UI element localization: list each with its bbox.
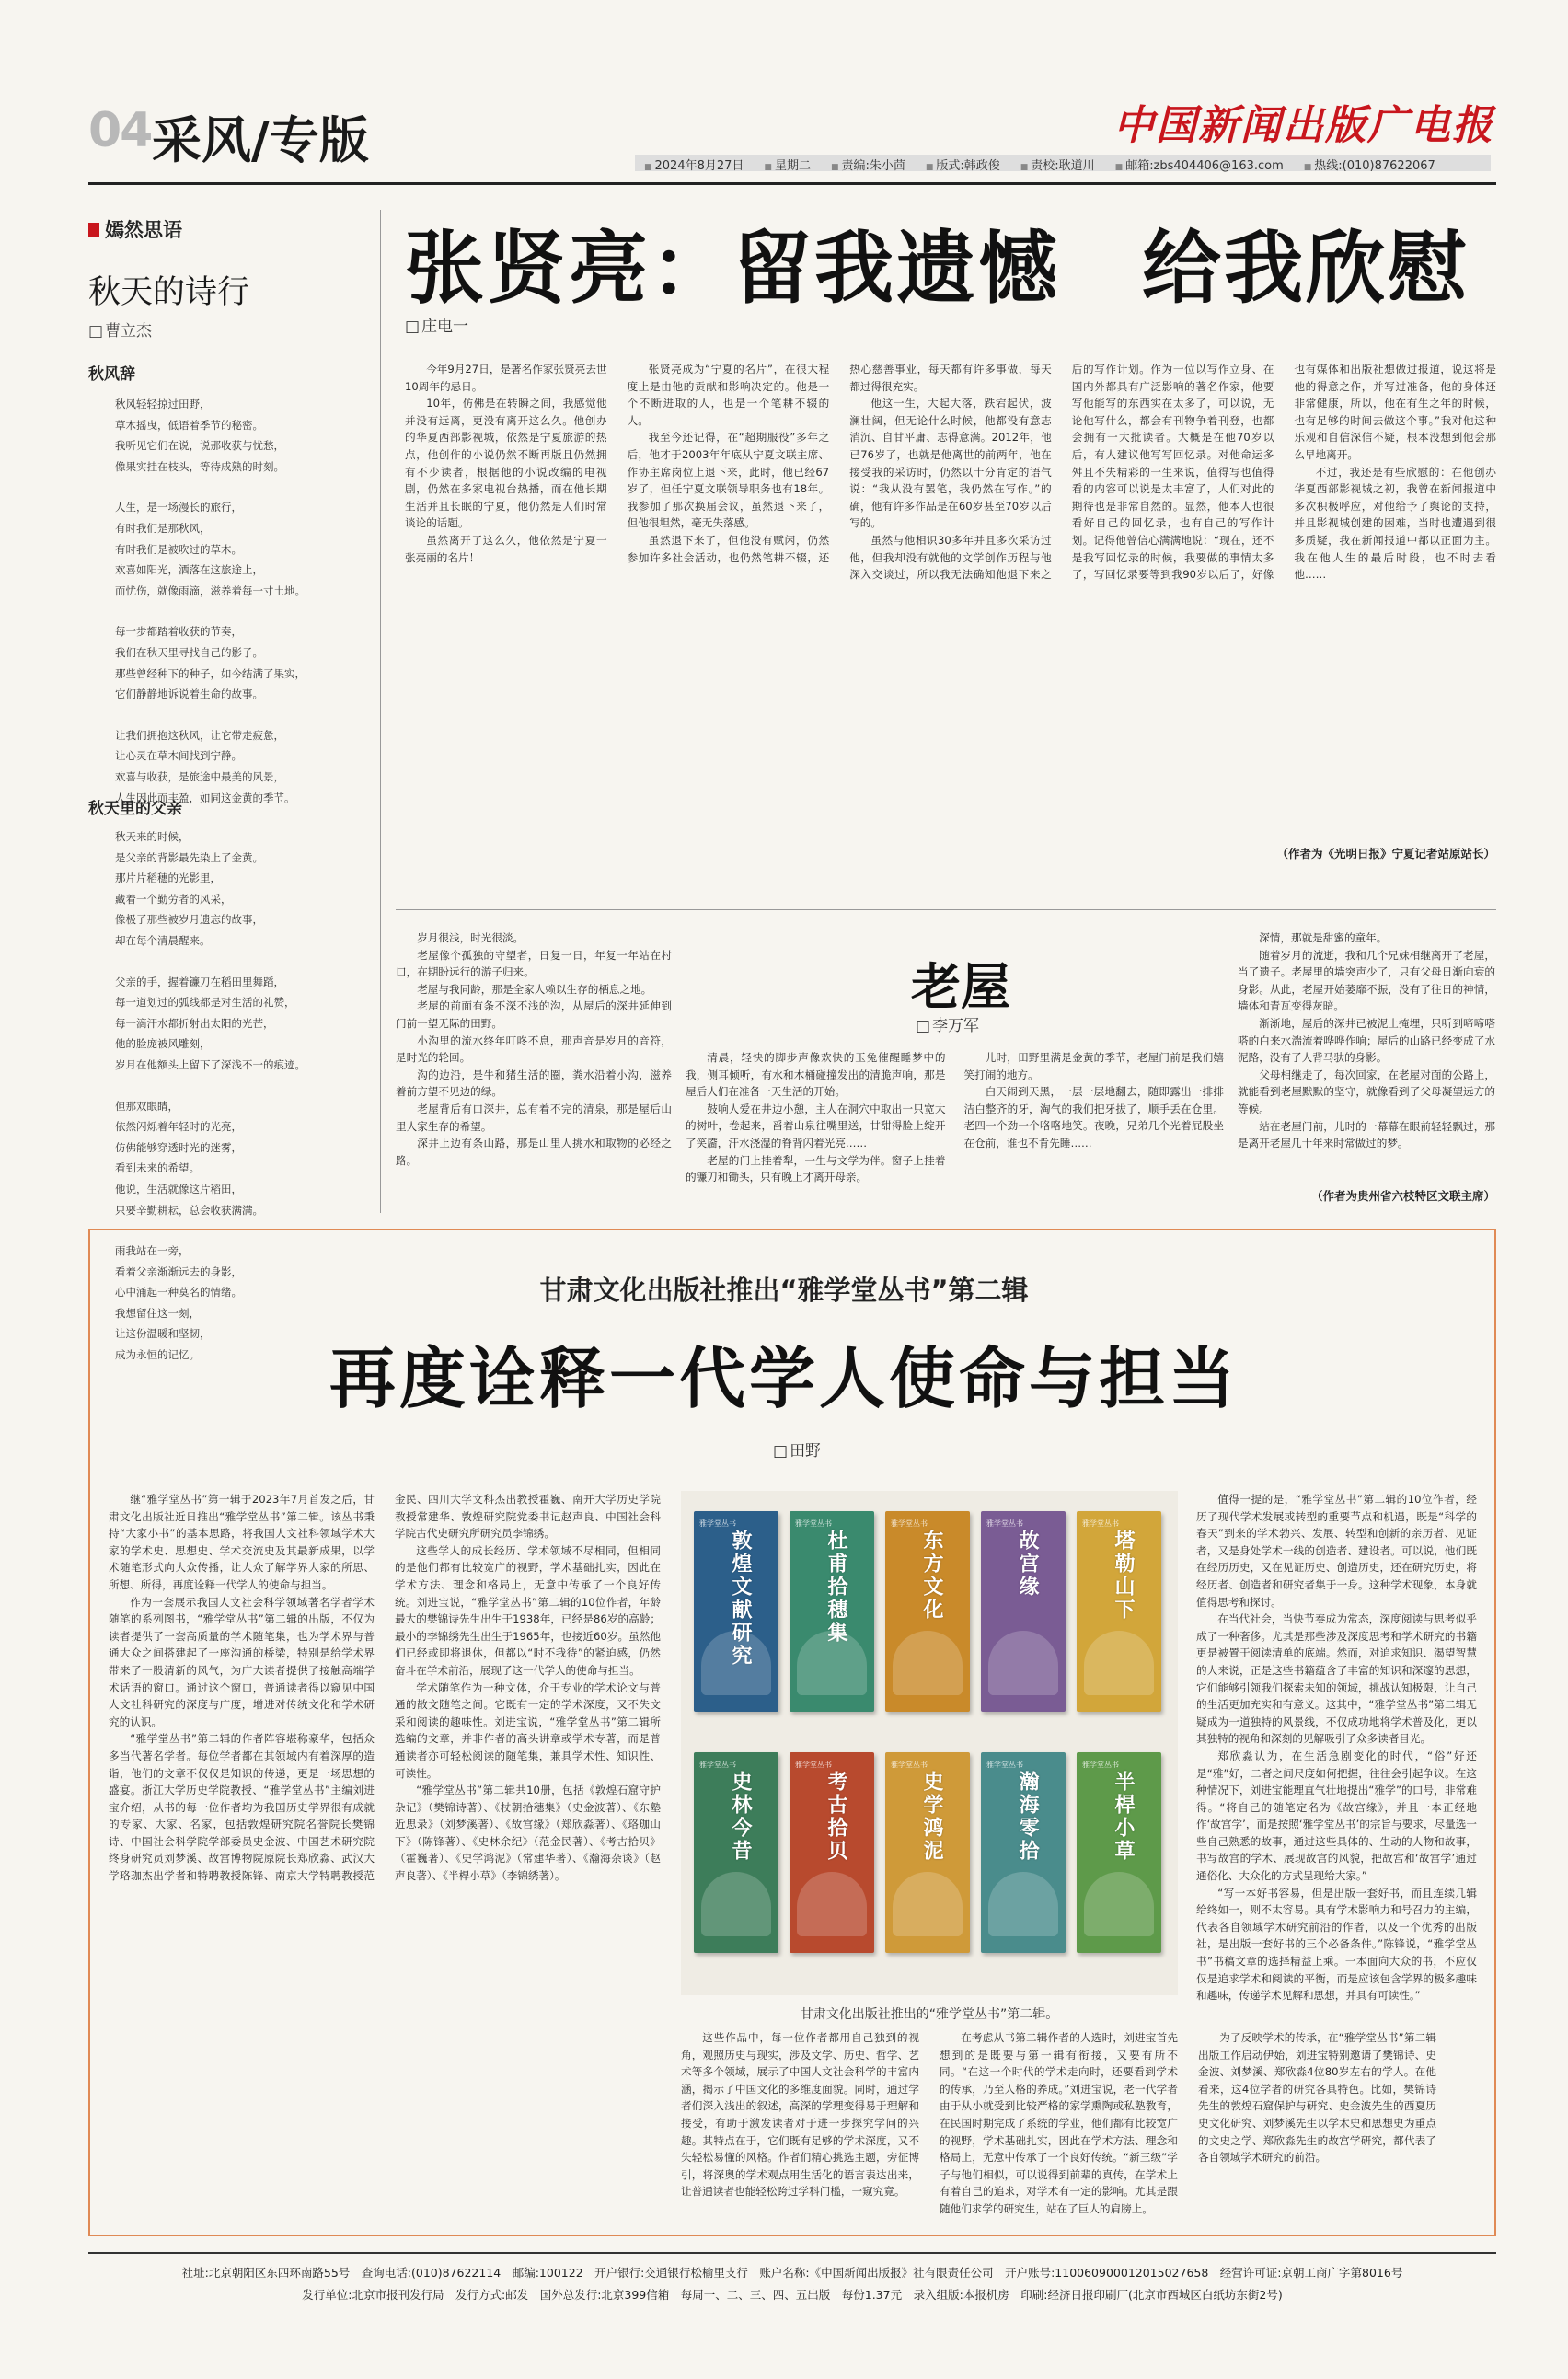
essay-paragraph: 老屋背后有口深井，总有着不完的清泉，那是屋后山里人家生存的希望。 bbox=[396, 1102, 672, 1133]
book-cover bbox=[790, 1511, 874, 1712]
book-title: 故宫缘 bbox=[1016, 1530, 1040, 1599]
article-paragraph: 张贤亮成为“宁夏的名片”，在很大程度上是由他的贡献和影响决定的。他是一个不断进取的人，也是一个笔耕不辍的人。 bbox=[627, 363, 830, 427]
poem2-line: 我想留住这一刻， bbox=[115, 1306, 200, 1320]
poem2-line bbox=[115, 952, 373, 972]
poem1-line: 秋风轻轻掠过田野， bbox=[115, 398, 211, 410]
essay-paragraph: 儿时，田野里满是金黄的季节，老屋门前是我们嬉笑打闹的地方。 bbox=[963, 1051, 1224, 1081]
poem-body-1 bbox=[115, 394, 373, 808]
poem1-line: 每一步都踏着收获的节奏， bbox=[115, 625, 242, 639]
book-series-label: 雅学堂丛书 bbox=[891, 1519, 928, 1528]
book-series-label: 雅学堂丛书 bbox=[795, 1761, 832, 1769]
issue-info bbox=[644, 156, 1435, 173]
feature-paragraph: 在考虑从书第二辑作者的人选时，刘进宝首先想到的是既要与第一辑有衔接，又要有所不同。“在这一个时代的学术走向时，还要看到学术的传承，乃至人格的养成。”刘进宝说，老一代学者由于从小就受到比较严格的家学熏陶或私塾教育，在民国时期完成了系统的学业，他们都有比较宽广的视野，学术基础扎实，因此在学术方法、理念和格局上，无意中传承了一个良好传统。“新三级”学子与他们相似，可以说得到前辈的真传，在学术上有着自己的追求，对学术有一定的影响。尤其是跟随他们求学的研究生，站在了巨人的肩膀上。 bbox=[940, 2031, 1178, 2215]
poem1-line: 欢喜如阳光，洒落在这旅途上， bbox=[115, 563, 263, 577]
cover-illustration bbox=[988, 1631, 1058, 1695]
essay-paragraph: 老屋与我同龄，那是全家人赖以生存的栖息之地。 bbox=[417, 982, 652, 996]
book-cover bbox=[694, 1511, 778, 1712]
footer-line-2: 发行单位:北京市报刊发行局 发行方式:邮发 国外总发行:北京399信箱 每周一、二、三、四、五出版 每份1.37元 录入组版:本报机房 印刷:经济日报印刷厂(北京市西城区白纸坊东街2号) bbox=[302, 2288, 1283, 2302]
feature-paragraph: “雅学堂丛书”第二辑共10册，包括《敦煌石窟守护杂记》（樊锦诗著）、《杖朝拾穗集》（史金波著）、《东塾近思录》（刘梦溪著）、《故宫缘》（郑欣淼著）、《珞珈山下》（陈锋著）、《史林余纪》（范金民著）、《考古拾贝》（霍巍著）、《史学鸿泥》（常建华著）、《瀚海杂谈》（赵声良著）、《半桿小草》（李锦绣著）。 bbox=[395, 1784, 661, 1883]
article-body bbox=[405, 361, 1496, 872]
poem2-line: 秋天来的时候， bbox=[115, 830, 190, 843]
poem1-line: 欢喜与收获，是旅途中最美的风景， bbox=[115, 769, 284, 783]
essay-paragraph: 深井上边有条山路，那是山里人挑水和取物的必经之路。 bbox=[396, 1137, 672, 1167]
essay-paragraph: 沟的边沿，是牛和猪生活的圈，粪水沿着小沟，滋养着前方望不见边的绿。 bbox=[396, 1068, 672, 1099]
cover-illustration bbox=[701, 1631, 771, 1695]
book-series-label: 雅学堂丛书 bbox=[795, 1519, 832, 1528]
poem2-line: 雨我站在一旁， bbox=[115, 1244, 190, 1258]
poem1-line: 草木摇曳，低语着季节的秘密。 bbox=[115, 418, 263, 432]
essay-body-right bbox=[1238, 930, 1495, 1185]
poem2-line: 但那双眼睛， bbox=[115, 1099, 179, 1113]
book-series-label: 雅学堂丛书 bbox=[891, 1761, 928, 1769]
book-series-label: 雅学堂丛书 bbox=[986, 1761, 1023, 1769]
masthead-divider bbox=[88, 182, 1496, 185]
poem2-line: 每一滴汗水都折射出太阳的光芒， bbox=[115, 1016, 274, 1030]
essay-paragraph: 岁月很浅，时光很淡。 bbox=[417, 931, 525, 944]
poem2-line: 依然闪烁着年轻时的光亮， bbox=[115, 1120, 242, 1134]
email: ■ 邮箱:zbs404406@163.com bbox=[1115, 156, 1284, 173]
section-title: 采风/专版 bbox=[152, 111, 369, 169]
book-cover bbox=[885, 1511, 970, 1712]
cover-illustration bbox=[701, 1872, 771, 1936]
book-series-label: 雅学堂丛书 bbox=[986, 1519, 1023, 1528]
poem2-line: 藏着一个勤劳者的风采， bbox=[115, 892, 232, 906]
feature-paragraph: “雅学堂丛书”第二辑的作者阵容堪称豪华，包括众多当代著名学者。每位学者都在其领域内有着深厚的造诣，他们的文章不仅仅是知识的传递，更是一场思想的盛宴。浙江大学历史学院教授、“雅学堂丛书”主编刘进宝介绍，从书的每一位作者均为我国历史学界很有成就的专家、大家、名家，包括敦煌研究院名誉院长樊锦诗、中国社会科学院学部委员史金波、中国艺术研究院终身研究员刘梦溪、故宫博物院原院长郑欣淼、武汉大学珞珈杰出学者和特聘教授陈锋、南京大学特聘教授范金民、四川大学文科杰出教授霍巍、南开大学历史学院教授常建华、敦煌研究院党委书记赵声良、中国社会科学院古代史研究所研究员李锦绣。 bbox=[109, 1493, 661, 1883]
poem2-line: 却在每个清晨醒来。 bbox=[115, 933, 211, 947]
feature-body-left bbox=[109, 1491, 661, 2218]
poem1-line: 让我们拥抱这秋风，让它带走疲惫， bbox=[115, 728, 284, 742]
feature-body-right bbox=[1196, 1491, 1477, 2218]
poem1-line: 那些曾经种下的种子，如今结满了果实， bbox=[115, 666, 306, 680]
book-title: 瀚海零拾 bbox=[1016, 1771, 1040, 1863]
essay-paragraph: 父母相继走了，每次回家，在老屋对面的公路上，就能看到老屋默默的坚守，就像看到了父母凝望远方的等候。 bbox=[1238, 1068, 1495, 1115]
poem1-line: 有时我们是被吹过的草木。 bbox=[115, 542, 242, 556]
book-title: 考古拾贝 bbox=[824, 1771, 848, 1863]
article-paragraph: 今年9月27日，是著名作家张贤亮去世10周年的忌日。 bbox=[405, 363, 607, 393]
essay-author-note: （作者为贵州省六枝特区文联主席） bbox=[1310, 1189, 1495, 1203]
book-series-label: 雅学堂丛书 bbox=[1082, 1761, 1119, 1769]
page-number: 04 bbox=[88, 103, 152, 158]
newspaper-logo: 中国新闻出版广电报 bbox=[1113, 102, 1494, 149]
article-paragraph: 我至今还记得，在“超期服役”多年之后，他才于2003年年底从宁夏文联主席、作协主席岗位上退下来，此时，他已经67岁了，但任宁夏文联领导职务也有18年。我参加了那次换届会议，虽然退下来了，但他很坦然，毫无失落感。 bbox=[627, 431, 830, 530]
book-series-label: 雅学堂丛书 bbox=[699, 1761, 736, 1769]
book-title: 史学鸿泥 bbox=[920, 1771, 944, 1863]
article-headline: 张贤亮：留我遗憾 给我欣慰 bbox=[405, 222, 1470, 315]
issue-date: ■ 2024年8月27日 bbox=[644, 156, 744, 173]
feature-paragraph: 作为一套展示我国人文社会科学领域著名学者学术随笔的系列图书，“雅学堂丛书”第二辑的出版，不仅为读者提供了一套高质量的学术随笔集，也为学术界与普通大众之间搭建起了一座沟通的桥梁，特别是给学术界带来了一股清新的风气，为广大读者提供了接触高端学术话语的窗口。通过这个窗口，普通读者得以窥见中国人文社科研究的深度与广度，增进对传统文化和学术研究的认识。 bbox=[109, 1595, 375, 1728]
footer-divider bbox=[88, 2252, 1496, 2254]
feature-byline: □ 田野 bbox=[773, 1438, 821, 1461]
poem1-line: 它们静静地诉说着生命的故事。 bbox=[115, 687, 263, 701]
poem2-line: 成为永恒的记忆。 bbox=[115, 1348, 200, 1362]
cover-illustration bbox=[988, 1872, 1058, 1936]
issue-weekday: ■ 星期二 bbox=[764, 156, 811, 173]
essay-paragraph: 白天闹到天黑，一层一层地翻去，随即露出一排排洁白整齐的牙，淘气的我们把牙拔了，顺手丢在仓里。老四一个劲一个咯咯地笑。夜晚，兄弟几个光着屁股坐在仓前，谁也不肯先睡…… bbox=[963, 1085, 1224, 1149]
book-cover bbox=[885, 1752, 970, 1953]
poem2-line: 看到未来的希望。 bbox=[115, 1161, 200, 1175]
poem1-line: 像果实挂在枝头，等待成熟的时刻。 bbox=[115, 459, 284, 473]
book-title: 史林今昔 bbox=[729, 1771, 753, 1863]
book-series-label: 雅学堂丛书 bbox=[699, 1519, 736, 1528]
essay-byline: □ 李万军 bbox=[916, 1012, 979, 1035]
book-title: 半桿小草 bbox=[1112, 1771, 1136, 1863]
poem2-line: 让这份温暖和坚韧， bbox=[115, 1327, 211, 1341]
poem2-line: 每一道划过的弧线都是对生活的礼赞， bbox=[115, 996, 295, 1010]
poem-title-2: 秋天里的父亲 bbox=[88, 800, 182, 818]
book-cover bbox=[1077, 1511, 1161, 1712]
book-title: 塔勒山下 bbox=[1112, 1530, 1136, 1622]
poem2-line: 父亲的手，握着镰刀在稻田里舞蹈， bbox=[115, 975, 284, 988]
article-paragraph: 虽然离开了这么久，他依然是宁夏一张亮丽的名片！ bbox=[405, 533, 607, 564]
feature-paragraph: 这些作品中，每一位作者都用自己独到的视角，观照历史与现实，涉及文学、历史、哲学、艺术等多个领域，展示了中国人文社会科学的丰富内涵，揭示了中国文化的多维度面貌。同时，通过学者们深入浅出的叙述，高深的学理变得易于理解和接受，有助于激发读者对于进一步探究学问的兴趣。其特点在于，它们既有足够的学术深度，又不失轻松易懂的风格。作者们精心挑选主题，旁征博引，将深奥的学术观点用生活化的语言表达出来，让普通读者也能轻松跨过学科门槛，一窥究竟。 bbox=[681, 2031, 919, 2199]
cover-illustration bbox=[1084, 1872, 1154, 1936]
cover-illustration bbox=[893, 1631, 963, 1695]
feature-paragraph: 值得一提的是，“雅学堂丛书”第二辑的10位作者，经历了现代学术发展或转型的重要节点和机遇，既是“科学的春天”到来的学术勃兴、发展、转型和创新的亲历者、见证者，又是身处学术一线的创造者、建设者。可以说，他们既在经历历史，又在见证历史、创造历史，还在研究历史，将经历者、创造者和研究者集于一身。这种学术现象，本身就值得思考和探讨。 bbox=[1196, 1493, 1477, 1609]
feature-paragraph: 学术随笔作为一种文体，介于专业的学术论文与普通的散文随笔之间。它既有一定的学术深度，又不失文采和阅读的趣味性。刘进宝说，“雅学堂丛书”第二辑所选编的文章，并非作者的高头讲章或学术专著，而是普通读者亦可轻松阅读的随笔集，兼具学术性、知识性、可读性。 bbox=[395, 1680, 661, 1780]
book-series-label: 雅学堂丛书 bbox=[1082, 1519, 1119, 1528]
article-author-note: （作者为《光明日报》宁夏记者站原站长） bbox=[1276, 847, 1495, 860]
poem2-line: 心中涌起一种莫名的情绪。 bbox=[115, 1286, 242, 1299]
essay-paragraph: 老屋的前面有条不深不浅的沟，从屋后的深井延伸到门前一望无际的田野。 bbox=[396, 999, 672, 1030]
column-tag: 嫣然思语 bbox=[88, 215, 182, 243]
poem2-line: 那片片稻穗的光影里， bbox=[115, 872, 221, 885]
article-paragraph: 10年，仿佛是在转瞬之间，我感觉他并没有远离，更没有离开这么久。他创办的华夏西部影视城，依然是宁夏旅游的热点，他创作的小说仍然不断再版且仍然拥有不少读者，根据他的小说改编的电视剧，仍然在多家电视台热播，而在他长期生活并且长眠的宁夏，他仍然是人们时常谈论的话题。 bbox=[405, 397, 607, 530]
poem1-line: 让心灵在草木间找到宁静。 bbox=[115, 749, 242, 763]
poem1-line: 有时我们是那秋风， bbox=[115, 521, 211, 535]
poem2-line bbox=[115, 1076, 373, 1096]
hotline: ■ 热线:(010)87622067 bbox=[1304, 156, 1435, 173]
poem2-line: 是父亲的背影最先染上了金黄。 bbox=[115, 850, 263, 864]
cover-illustration bbox=[893, 1872, 963, 1936]
essay-paragraph: 站在老屋门前，儿时的一幕幕在眼前轻轻飘过，那是离开老屋几十年来时常做过的梦。 bbox=[1238, 1119, 1495, 1150]
column-title: 秋天的诗行 bbox=[88, 274, 250, 311]
poem1-line bbox=[115, 477, 373, 497]
feature-paragraph: “写一本好书容易，但是出版一套好书，而且连续几辑给终如一，则不太容易。具有学术影响力和号召力的主编，代表各自领域学术研究前沿的作者，以及一个优秀的出版社，是出版一套好书的三个必备条件。”陈锋说，“雅学堂丛书”书稿文章的选择精益上乘。一本面向大众的书，不应仅仅是追求学术和阅读的平衡，而是应该包含学界的极多趣味和趣味，传递学术见解和思想，并具有可读性。” bbox=[1196, 1886, 1477, 2003]
poem1-line bbox=[115, 705, 373, 725]
poem2-line: 他说，生活就像这片稻田， bbox=[115, 1182, 242, 1195]
poem2-line: 仿佛能够穿透时光的迷雾， bbox=[115, 1140, 242, 1154]
essay-paragraph: 渐渐地，屋后的深井已被泥土掩埋，只听到啼啼嗒嗒的白来水湍流着哗哗作响；屋后的山路已经变成了水泥路，没有了人背马驮的身影。 bbox=[1238, 1016, 1495, 1065]
layout-editor: ■ 版式:韩政俊 bbox=[926, 156, 1000, 173]
poem2-line: 他的脸庞被风雕刻， bbox=[115, 1037, 211, 1051]
feature-paragraph: 为了反映学术的传承，在“雅学堂丛书”第二辑出版工作启动伊始，刘进宝特别邀请了樊锦诗、史金波、刘梦溪、郑欣淼4位80岁左右的学人。在他看来，这4位学者的研究各具特色。比如，樊锦诗先生的敦煌石窟保护与研究、史金波先生的西夏历史文化研究、刘梦溪先生以学术史和思想史为重点的文史之学、郑欣淼先生的故宫学研究，都代表了各自领域学术研究的前沿。 bbox=[1198, 2031, 1436, 2165]
essay-body-left bbox=[396, 930, 672, 1206]
photo-caption: 甘肃文化出版社推出的“雅学堂丛书”第二辑。 bbox=[800, 2007, 1059, 2022]
feature-paragraph: 这些学人的成长经历、学术领域不尽相同，但相同的是他们都有比较宽广的视野，学术基础扎实，因此在学术方法、理念和格局上，无意中传承了一个良好传统。刘进宝说，“雅学堂丛书”第二辑的10位作者，年龄最大的樊锦诗先生出生于1938年，已经是86岁的高龄；最小的李锦绣先生出生于1965年，也接近60岁。虽然他们已经或即将退休，但都以“时不我待”的紧迫感，仍然奋斗在学术前沿，展现了这一代学人的使命与担当。 bbox=[395, 1543, 661, 1677]
footer-line-1: 社址:北京朝阳区东四环南路55号 查询电话:(010)87622114 邮编:100122 开户银行:交通银行松榆里支行 账户名称:《中国新闻出版报》社有限责任公司 开户账号:110060900012015027658 经营许可证:京朝工商广字第8016号 bbox=[181, 2266, 1403, 2280]
cover-illustration bbox=[1084, 1631, 1154, 1695]
cover-illustration bbox=[797, 1872, 867, 1936]
book-series-photo bbox=[681, 1491, 1178, 1995]
feature-paragraph: 郑欣淼认为，在生活急剧变化的时代，“俗”好还是“雅”好，二者之间尺度如何把握，往往会引起争议。在这种情况下，刘进宝能理直气壮地提出“雅学”的口号，非常难得。“将自己的随笔定名为《故宫缘》，并且一本正经地作‘故宫学’，而是按照‘雅学堂丛书’的宗旨与要求，尽量选一些自己熟悉的故事，通过这些具体的、生动的人物和故事，书写故宫的学术、展现故宫的风貌，把故宫和‘故宫学’通过通俗化、大众化的方式呈现给大家。” bbox=[1196, 1749, 1477, 1883]
essay-paragraph: 鼓响人爱在井边小憩，主人在洞穴中取出一只宽大的树叶，卷起来，舀着山泉往嘴里送，甘甜得脸上绽开了笑靥，汗水浇湿的脊背闪着光亮…… bbox=[686, 1102, 946, 1149]
book-cover bbox=[1077, 1752, 1161, 1953]
poem2-line: 只要辛勤耕耘，总会收获满满。 bbox=[115, 1203, 263, 1217]
essay-paragraph: 小沟里的流水终年叮咚不息，那声音是岁月的音符，是时光的轮回。 bbox=[396, 1034, 672, 1065]
feature-body-middle bbox=[681, 2029, 1436, 2218]
cover-illustration bbox=[797, 1631, 867, 1695]
essay-title: 老屋 bbox=[911, 957, 1010, 1016]
poem2-line: 像极了那些被岁月遗忘的故事， bbox=[115, 913, 263, 927]
feature-paragraph: 在当代社会，当快节奏成为常态，深度阅读与思考似乎成了一种奢侈。尤其是那些涉及深度思考和学术研究的书籍更是被置于阅读清单的底端。然而，对追求知识、渴望智慧的人来说，正是这些书籍蕴含了丰富的知识和深邃的思想，它们能够引领我们探索未知的领域，挑战认知极限，让自己的生活更加充实和有意义。这其中，“雅学堂丛书”第二辑无疑成为一道独特的风景线，不仅成功地将学术普及化，更以其独特的视角和深刻的见解吸引了众多读者目光。 bbox=[1196, 1612, 1477, 1746]
book-cover bbox=[694, 1752, 778, 1953]
article-paragraph: 他这一生，大起大落，跌宕起伏，波澜壮阔，但无论什么时候，他都没有意志消沉、自甘平庸、志得意满。2012年，他已76岁了，也就是他离世的前两年，他在接受我的采访时，仍然以十分肯定的语气说：“我从没有罢笔，我仍然在写作。”的确，他有许多作品是在60岁甚至70岁以后写的。 bbox=[849, 397, 1052, 530]
article-paragraph: 不过，我还是有些欣慰的：在他创办华夏西部影视城之初，我曾在新闻报道中多次积极呼应，对他给予了舆论的支持，并且影视城创建的困难，当时也遭遇到很多质疑，我在新闻报道中都以正面为主。我在他人生的最后时段，也不时去看他…… bbox=[1294, 465, 1496, 582]
poem2-line: 岁月在他额头上留下了深浅不一的痕迹。 bbox=[115, 1057, 306, 1071]
poem-title-1: 秋风辞 bbox=[88, 365, 135, 384]
book-cover bbox=[981, 1752, 1066, 1953]
article-paragraph: 虽然与他相识30多年并且多次采访过他，但我却没有就他的文学创作历程与他深入交谈过，所以我无法确知他退下来之后的写作计划。作为一位以写作立身、在国内外都具有广泛影响的著名作家，他要写他能写的东西实在太多了，可以说，无论他写什么，都会有刊物争着刊登，也都会拥有一大批读者。大概是在他70岁以后，有人建议他写写回忆录。对他命运多舛且不失精彩的一生来说，值得写也值得看的内容可以说是太丰富了，人们对此的期待也是非常自然的。显然，他本人也很看好自己的回忆录，也有自己的写作计划。记得他曾信心满满地说：“现在，还不是我写回忆录的时候，我要做的事情太多了，写回忆录要等到我90岁以后了，好像也有媒体和出版社想做过报道，说这将是他的得意之作，并写过准备，他的身体还非常健康，所以，他在有生之年的时候，也有足够的时间去做这个事。”我对他这种乐观和自信深信不疑，根本没想到他会那么早地离开。 bbox=[849, 363, 1496, 582]
article-paragraph: 虽然退下来了，但他没有赋闲，仍然参加许多社会活动，也仍然笔耕不辍，还热心慈善事业，每天都有许多事做，每天都过得很充实。 bbox=[627, 363, 1052, 564]
editor: ■ 责编:朱小茴 bbox=[831, 156, 905, 173]
article-byline: □ 庄电一 bbox=[405, 313, 468, 336]
feature-paragraph: 继“雅学堂丛书”第一辑于2023年7月首发之后，甘肃文化出版社近日推出“雅学堂丛书”第二辑。该丛书秉持“大家小书”的基本思路，将我国人文社科领域学术大家的学术史、思想史、学术交流史及其最新成果，以学术随笔形式向大众传播，让大众了解学界大家的所思、所想、所得，再度诠释一代学人的使命与担当。 bbox=[109, 1493, 375, 1591]
column-divider bbox=[380, 210, 381, 1213]
proofreader: ■ 责校:耿道川 bbox=[1020, 156, 1095, 173]
poem1-line: 而忧伤，就像雨滴，滋养着每一寸土地。 bbox=[115, 583, 306, 597]
feature-headline: 再度诠释一代学人使命与担当 bbox=[329, 1339, 1239, 1417]
essay-paragraph: 随着岁月的流逝，我和几个兄妹相继离开了老屋，当了遗子。老屋里的墙突声少了，只有父母日渐向衰的身影。从此，老屋开始萎靡不振，没有了往日的神情，墙体和青瓦变得灰暗。 bbox=[1238, 948, 1495, 1013]
book-cover bbox=[981, 1511, 1066, 1712]
feature-kicker: 甘肃文化出版社推出“雅学堂丛书”第二辑 bbox=[539, 1275, 1029, 1306]
poem2-line: 看着父亲渐渐远去的身影， bbox=[115, 1265, 242, 1278]
poem1-line bbox=[115, 601, 373, 621]
poem1-line: 人生，是一场漫长的旅行， bbox=[115, 501, 242, 514]
essay-paragraph: 老屋的门上挂着犁，一生与文学为伴。窗子上挂着的镰刀和锄头，只有晚上才离开母亲。 bbox=[686, 1153, 946, 1184]
poem1-line: 我听见它们在说，说那收获与忧愁， bbox=[115, 439, 284, 453]
essay-paragraph: 深情，那就是甜蜜的童年。 bbox=[1259, 931, 1388, 944]
book-title: 东方文化 bbox=[920, 1530, 944, 1622]
essay-paragraph: 老屋像个孤独的守望者，日复一日，年复一年站在村口，在期盼远行的游子归来。 bbox=[396, 948, 672, 979]
essay-paragraph: 清晨，轻快的脚步声像欢快的玉兔催醒睡梦中的我，侧耳倾听，有水和木桶碰撞发出的清脆声响，那是屋后人们在准备一天生活的开始。 bbox=[686, 1051, 946, 1099]
poem1-line: 人生因此而丰盈，如同这金黄的季节。 bbox=[115, 791, 295, 804]
article-divider bbox=[396, 909, 1496, 910]
book-cover bbox=[790, 1752, 874, 1953]
column-author: □ 曹立杰 bbox=[88, 318, 152, 341]
poem1-line: 我们在秋天里寻找自己的影子。 bbox=[115, 645, 263, 659]
essay-body-middle bbox=[686, 1049, 1224, 1206]
book-title: 敦煌文献研究 bbox=[729, 1530, 753, 1668]
book-title: 杜甫拾穗集 bbox=[824, 1530, 848, 1645]
